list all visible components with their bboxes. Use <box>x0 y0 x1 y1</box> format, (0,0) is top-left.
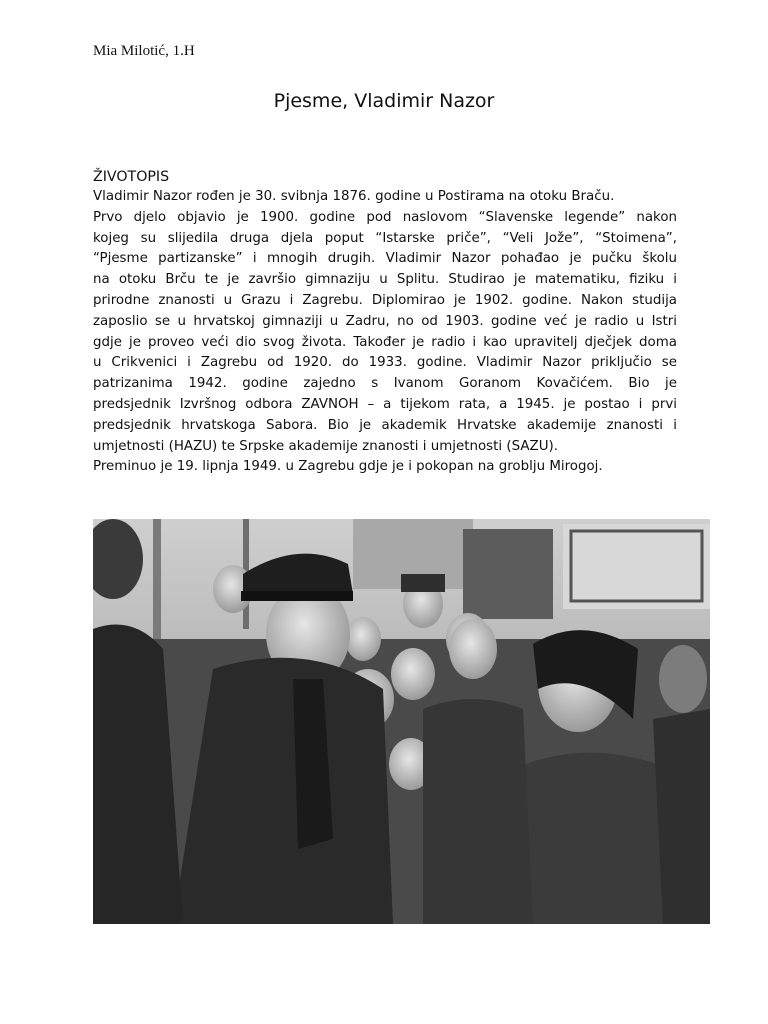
text-line: predsjednik hrvatskoga Sabora. Bio je akademik Hrvatske akademije znanosti i <box>93 417 677 433</box>
author-name: Mia Milotić, 1.H <box>93 43 195 59</box>
text-line: Preminuo je 19. lipnja 1949. u Zagrebu gdje je i pokopan na groblju Mirogoj. <box>93 459 603 475</box>
text-line: zaposlio se u hrvatskoj gimnaziji u Zadru, no od 1903. godine već je radio u Istri <box>93 313 677 329</box>
text-line: Prvo djelo objavio je 1900. godine pod naslovom “Slavenske legende” nakon <box>93 209 677 225</box>
text-line: kojeg su slijedila druga djela poput “Istarske priče”, “Veli Jože”, “Stoimena”, <box>93 230 677 246</box>
historical-photo <box>93 519 710 924</box>
text-line: predsjednik Izvršnog odbora ZAVNOH – a tijekom rata, a 1945. je postao i prvi <box>93 396 677 412</box>
document-title: Pjesme, Vladimir Nazor <box>273 90 495 112</box>
text-line: prirodne znanosti u Grazu i Zagrebu. Diplomirao je 1902. godine. Nakon studija <box>93 292 677 308</box>
biography-text <box>93 187 677 478</box>
photo-illustration <box>93 519 710 924</box>
text-line: umjetnosti (HAZU) te Srpske akademije znanosti i umjetnosti (SAZU). <box>93 438 558 454</box>
text-line: “Pjesme partizanske” i mnogih drugih. Vladimir Nazor pohađao je pučku školu <box>93 251 677 267</box>
text-line: Vladimir Nazor rođen je 30. svibnja 1876. godine u Postirama na otoku Braču. <box>93 189 615 204</box>
text-line: na otoku Brču te je završio gimnaziju u Splitu. Studirao je matematiku, fiziku i <box>93 272 677 288</box>
section-heading: ŽIVOTOPIS <box>93 169 170 185</box>
text-line: patrizanima 1942. godine zajedno s Ivanom Goranom Kovačićem. Bio je <box>93 376 677 392</box>
text-line: u Crikvenici i Zagrebu od 1920. do 1933. godine. Vladimir Nazor priključio se <box>93 355 677 371</box>
text-line: gdje je proveo veći dio svog života. Također je radio i kao upravitelj dječjek doma <box>93 334 677 350</box>
